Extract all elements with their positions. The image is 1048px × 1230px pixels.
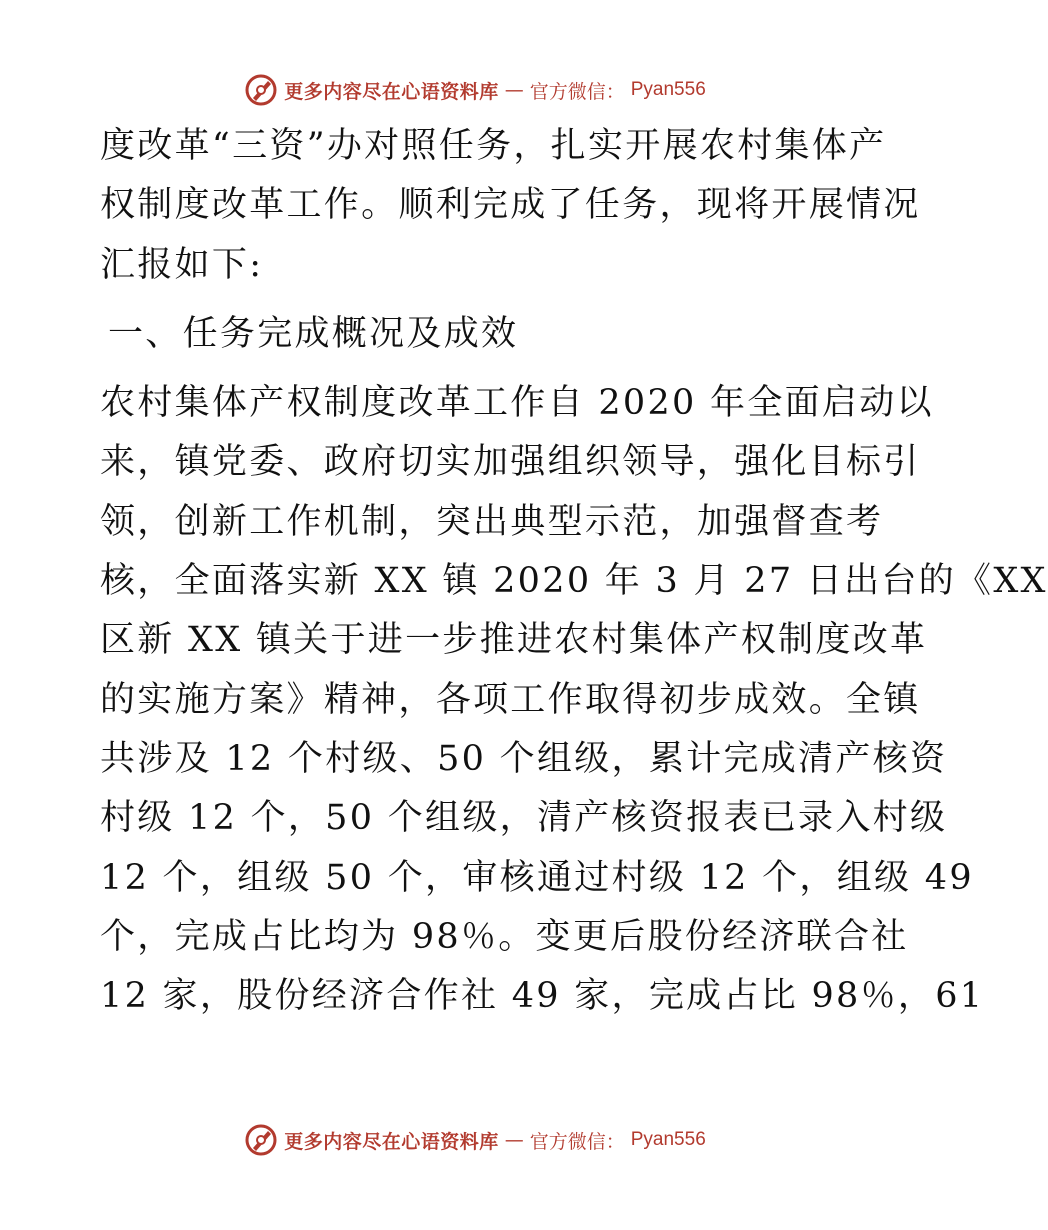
header-separator: — — [504, 79, 524, 101]
intro-line: 汇报如下: — [100, 244, 264, 285]
footer-banner — [0, 1120, 950, 1160]
document-body — [100, 117, 1048, 1026]
footer-separator: — — [504, 1129, 524, 1151]
paragraph-line: 核，全面落实新 XX 镇 2020 年 3 月 27 日出台的《XX — [100, 561, 1048, 602]
intro-line: 权制度改革工作。顺利完成了任务，现将开展情况 — [100, 185, 921, 226]
brand-logo-icon — [244, 73, 278, 107]
header-brand-text: 更多内容尽在心语资料库 — [284, 80, 499, 103]
intro-line: 度改革“三资”办对照任务，扎实开展农村集体产 — [100, 126, 887, 166]
footer-wechat-id: Pyan556 — [630, 1129, 706, 1150]
paragraph-line: 农村集体产权制度改革工作自 2020 年全面启动以 — [100, 383, 934, 424]
paragraph-line: 12 个，组级 50 个，审核通过村级 12 个，组级 49 — [100, 857, 974, 898]
paragraph-line: 来，镇党委、政府切实加强组织领导，强化目标引 — [100, 442, 921, 483]
section-heading: 一、任务完成概况及成效 — [108, 313, 519, 354]
footer-wechat-label: 官方微信： — [529, 1130, 625, 1153]
paragraph-line: 区新 XX 镇关于进一步推进农村集体产权制度改革 — [100, 620, 928, 661]
header-wechat-id: Pyan556 — [630, 79, 706, 100]
paragraph-line: 的实施方案》精神，各项工作取得初步成效。全镇 — [100, 679, 921, 720]
paragraph-line: 村级 12 个，50 个组级，清产核资报表已录入村级 — [100, 798, 948, 839]
paragraph-line: 领，创新工作机制，突出典型示范，加强督查考 — [100, 501, 884, 542]
paragraph-line: 个，完成占比均为 98％。变更后股份经济联合社 — [100, 916, 909, 957]
paragraph-line: 12 家，股份经济合作社 49 家，完成占比 98％，61 — [100, 976, 985, 1017]
header-banner — [0, 70, 950, 110]
header-wechat-label: 官方微信： — [529, 80, 625, 103]
brand-logo-icon — [244, 1123, 278, 1157]
footer-brand-text: 更多内容尽在心语资料库 — [284, 1130, 499, 1153]
paragraph-line: 共涉及 12 个村级、50 个组级，累计完成清产核资 — [100, 738, 948, 779]
